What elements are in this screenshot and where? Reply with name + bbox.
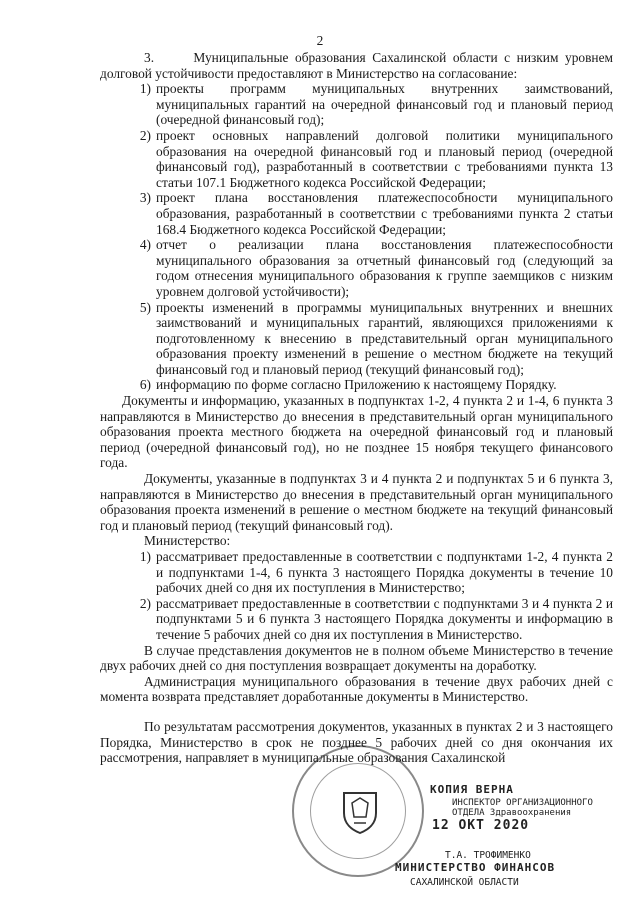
- paragraph-docs-deadline: Документы и информацию, указанных в подпунктах 1-2, 4 пункта 2 и 1-4, 6 пункта 3 направляются в Министерство до внесения в представительный орган муниципального образования проекта местного бюджета на очередной финансовый год и плановый период (очередной финансовый год), но не позднее 15 ноября текущего финансового года.: [100, 393, 613, 471]
- certification-line: ИНСПЕКТОР ОРГАНИЗАЦИОННОГО: [452, 798, 593, 808]
- list-item: 6) информацию по форме согласно Приложению к настоящему Порядку.: [139, 377, 557, 393]
- document-body: [100, 50, 613, 766]
- certification-signatory: Т.А. ТРОФИМЕНКО: [445, 850, 531, 861]
- section-3-intro: 3. Муниципальные образования Сахалинской области с низким уровнем долговой устойчивости предоставляют в Министерство на согласование:: [100, 50, 613, 81]
- paragraph-incomplete: В случае представления документов не в полном объеме Министерство в течение двух рабочих дней со дня поступления возвращает документы на доработку.: [100, 642, 613, 674]
- section-3-list: [100, 81, 613, 393]
- paragraph-results: По результатам рассмотрения документов, указанных в пунктах 2 и 3 настоящего Порядка, Министерство в срок не позднее 5 рабочих дней со дня окончания их рассмотрения, направляет в муниципальные образования Сахалинской: [100, 718, 613, 766]
- list-item: 2) рассматривает предоставленные в соответствии с подпунктами 3 и 4 пункта 2 и подпунктами 5 и 6 пункта 3 настоящего Порядка документы и информацию в течение 5 рабочих дней со дня их поступления в Министерство.: [139, 595, 613, 642]
- ministry-list: [100, 549, 613, 643]
- list-item: 2) проект основных направлений долговой политики муниципального образования на очередной финансовый год и плановый период (очередной финансовый год), разработанный в соответствии с требованиями пункта 13 статьи 107.1 Бюджетного кодекса Российской Федерации;: [139, 127, 613, 190]
- certification-date: 12 ОКТ 2020: [432, 818, 530, 833]
- certification-title: КОПИЯ ВЕРНА: [430, 783, 514, 796]
- paragraph-admin: Администрация муниципального образования в течение двух рабочих дней с момента возврата представляет доработанные документы в Министерство.: [100, 673, 613, 705]
- official-seal: [292, 745, 424, 877]
- coat-of-arms-icon: [340, 789, 380, 835]
- list-item: 4) отчет о реализации плана восстановления платежеспособности муниципального образования за отчетный финансовый год (следующий за годом отнесения муниципального образования к группе заемщиков с низким уровнем долговой устойчивости);: [139, 237, 613, 299]
- ministry-label: Министерство:: [144, 533, 231, 549]
- list-item: 3) проект плана восстановления платежеспособности муниципального образования, разработанный в соответствии с требованиями пункта 2 статьи 168.4 Бюджетного кодекса Российской Федерации;: [139, 190, 613, 237]
- list-item: 1) проекты программ муниципальных внутренних заимствований, муниципальных гарантий на очередной финансовый год и плановый период (очередной финансовый год);: [139, 81, 613, 128]
- list-item: 5) проекты изменений в программы муниципальных внутренних и внешних заимствований и муниципальных гарантий, являющихся приложениями к подготовленному к внесению в представительный орган муниципального образования проекту изменений в решение о местном бюджете на текущий финансовый год и плановый период (текущий финансовый год);: [139, 299, 613, 377]
- certification-ministry: МИНИСТЕРСТВО ФИНАНСОВ: [395, 861, 556, 874]
- certification-region: САХАЛИНСКОЙ ОБЛАСТИ: [410, 877, 519, 888]
- certification-line: ОТДЕЛА Здравоохранения: [452, 808, 572, 818]
- list-item: 1) рассматривает предоставленные в соответствии с подпунктами 1-2, 4 пункта 2 и подпунктами 1-4, 6 пункта 3 настоящего Порядка документы в течение 10 рабочих дней со дня их поступления в Министерство;: [139, 549, 613, 596]
- page-number: 2: [316, 33, 324, 48]
- paragraph-docs-changes: Документы, указанные в подпунктах 3 и 4 пункта 2 и подпунктах 5 и 6 пункта 3, направляются в Министерство до внесения в представительный орган муниципального образования проекта изменений в решение о местном бюджете на текущий финансовый год и плановый период (текущий финансовый год).: [100, 471, 613, 533]
